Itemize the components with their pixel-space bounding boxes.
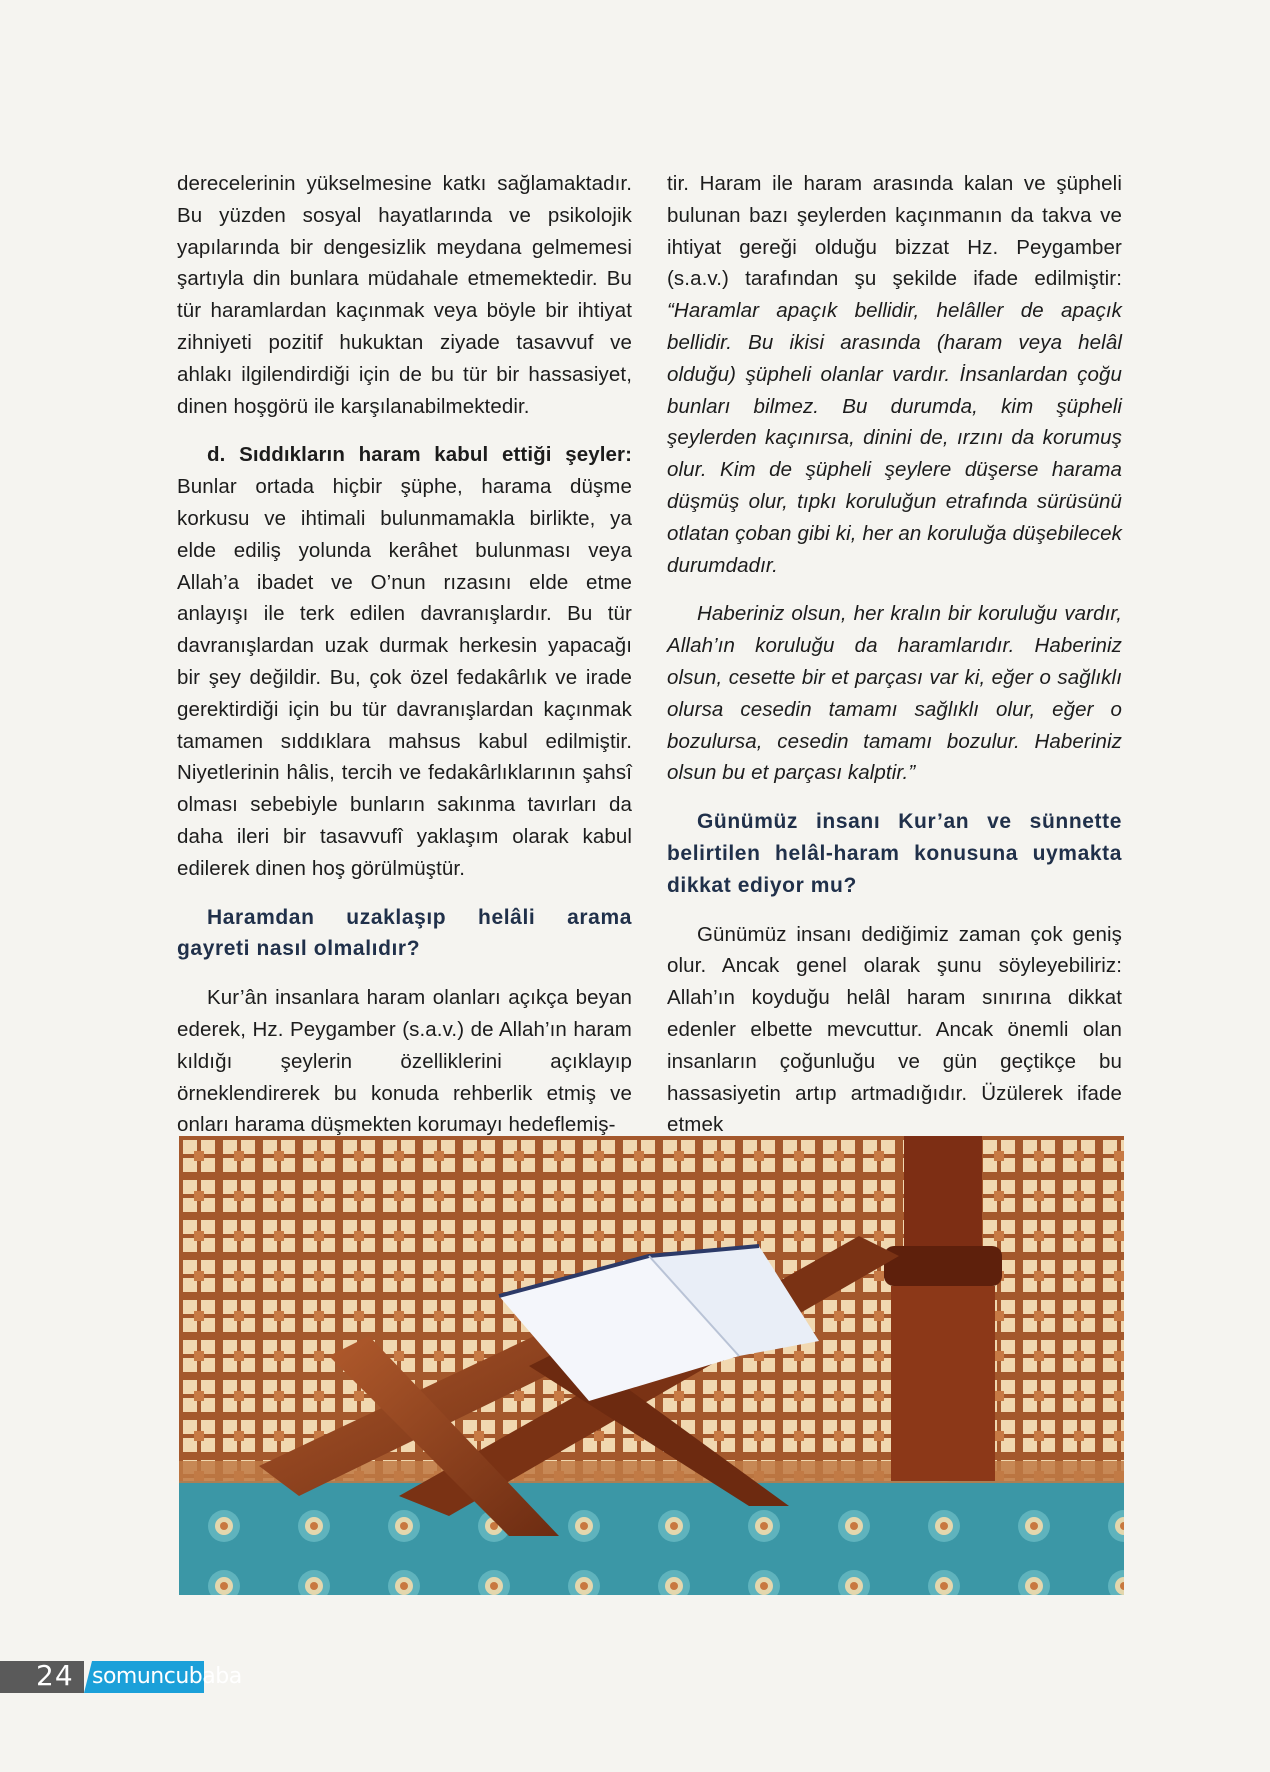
section-heading-right: Günümüz insanı Kur’an ve sünnette belirtilen helâl-haram konusuna uymakta dikkat ediyor mu?	[667, 810, 1122, 897]
hadith-quote-1: “Haramlar apaçık bellidir, helâller de apaçık bellidir. Bu ikisi arasında (haram veya helâl olduğu) şüpheli olanlar vardır. İnsanlardan çoğu bunları bilmez. Bu durumda, kim şüpheli şeylerden kaçınırsa, dinini de, ırzını da korumuş olur. Kim de şüpheli şeylere düşerse harama düşmüş olur, tıpkı koruluğun etrafında sürüsünü otlatan çoban gibi ki, her an koruluğa düşebilecek durumdadır.	[667, 299, 1122, 577]
hadith-quote-2: Haberiniz olsun, her kralın bir koruluğu vardır, Allah’ın koruluğu da haramlarıdır. Haberiniz olsun, cesette bir et parçası var ki, eğer o sağlıklı olursa cesedin tamamı sağlıklı olur, eğer o bozulursa, cesedin tamamı bozulur. Haberiniz olsun bu et parçası kalptir.”	[667, 602, 1122, 785]
left-column	[177, 168, 632, 1158]
right-paragraph-1	[667, 168, 1122, 581]
brand-logo-text: somuncubaba	[92, 1664, 242, 1689]
siddiklar-text: Bunlar ortada hiçbir şüphe, harama düşme korkusu ve ihtimali bulunmamakla birlikte, ya elde ediliş yolunda kerâhet bulunması veya Allah’a ibadet ve O’nun rızasını elde etme anlayışı ile terk edilen davranışlardır. Bu tür davranışlardan uzak durmak herkesin yapacağı bir şey değildir. Bu, çok özel fedakârlık ve irade gerektirdiği için bu tür davranışlardan kaçınmak tamamen sıddıklara mahsus kabul edilmiştir. Niyetlerinin hâlis, tercih ve fedakârlıklarının şahsî olması sebebiyle bunların sakınma tavırları da daha ileri bir tasavvufî yaklaşım olarak kabul edilerek dinen hoş görülmüştür.	[177, 475, 632, 880]
left-paragraph-3: Kur’ân insanlara haram olanları açıkça beyan ederek, Hz. Peygamber (s.a.v.) de Allah’ın haram kıldığı şeylerin özelliklerini açıklayıp örneklendirerek bu konuda rehberlik etmiş ve onları harama düşmekten korumayı hedeflemiş-	[177, 986, 632, 1137]
right-column	[667, 168, 1122, 1158]
right-paragraph-1-text: tir. Haram ile haram arasında kalan ve şüpheli bulunan bazı şeylerden kaçınmanın da takva ve ihtiyat gereği olduğu bizzat Hz. Peygamber (s.a.v.) tarafından şu şekilde ifade edilmiştir:	[667, 172, 1122, 291]
quran-rahle-photo	[179, 1136, 1124, 1595]
left-paragraph-1: derecelerinin yükselmesine katkı sağlamaktadır. Bu yüzden sosyal hayatlarında ve psikolojik yapılarında bir dengesizlik meydana gelmemesi şartıyla din bunlara müdahale etmemektedir. Bu tür haramlardan kaçınmak veya böyle bir ihtiyat zihniyeti pozitif hukuktan ziyade tasavvuf ve ahlakı ilgilendirdiği için de bu tür bir hassasiyet, dinen hoşgörü ile karşılanabilmektedir.	[177, 172, 632, 418]
right-paragraph-3: Günümüz insanı dediğimiz zaman çok geniş olur. Ancak genel olarak şunu söyleyebiliriz: Allah’ın koyduğu helâl haram sınırına dikkat edenler elbette mevcuttur. Ancak önemli olan insanların çoğunluğu ve gün geçtikçe bu hassasiyetin artıp artmadığıdır. Üzülerek ifade etmek	[667, 922, 1122, 1137]
page-footer	[0, 1659, 242, 1693]
left-paragraph-2	[177, 439, 632, 884]
page-number: 24	[36, 1659, 74, 1692]
section-heading-left: Haramdan uzaklaşıp helâli arama gayreti nasıl olmalıdır?	[177, 905, 632, 961]
carpet	[179, 1481, 1124, 1595]
siddiklar-label: d. Sıddıkların haram kabul ettiği şeyler:	[207, 443, 632, 467]
